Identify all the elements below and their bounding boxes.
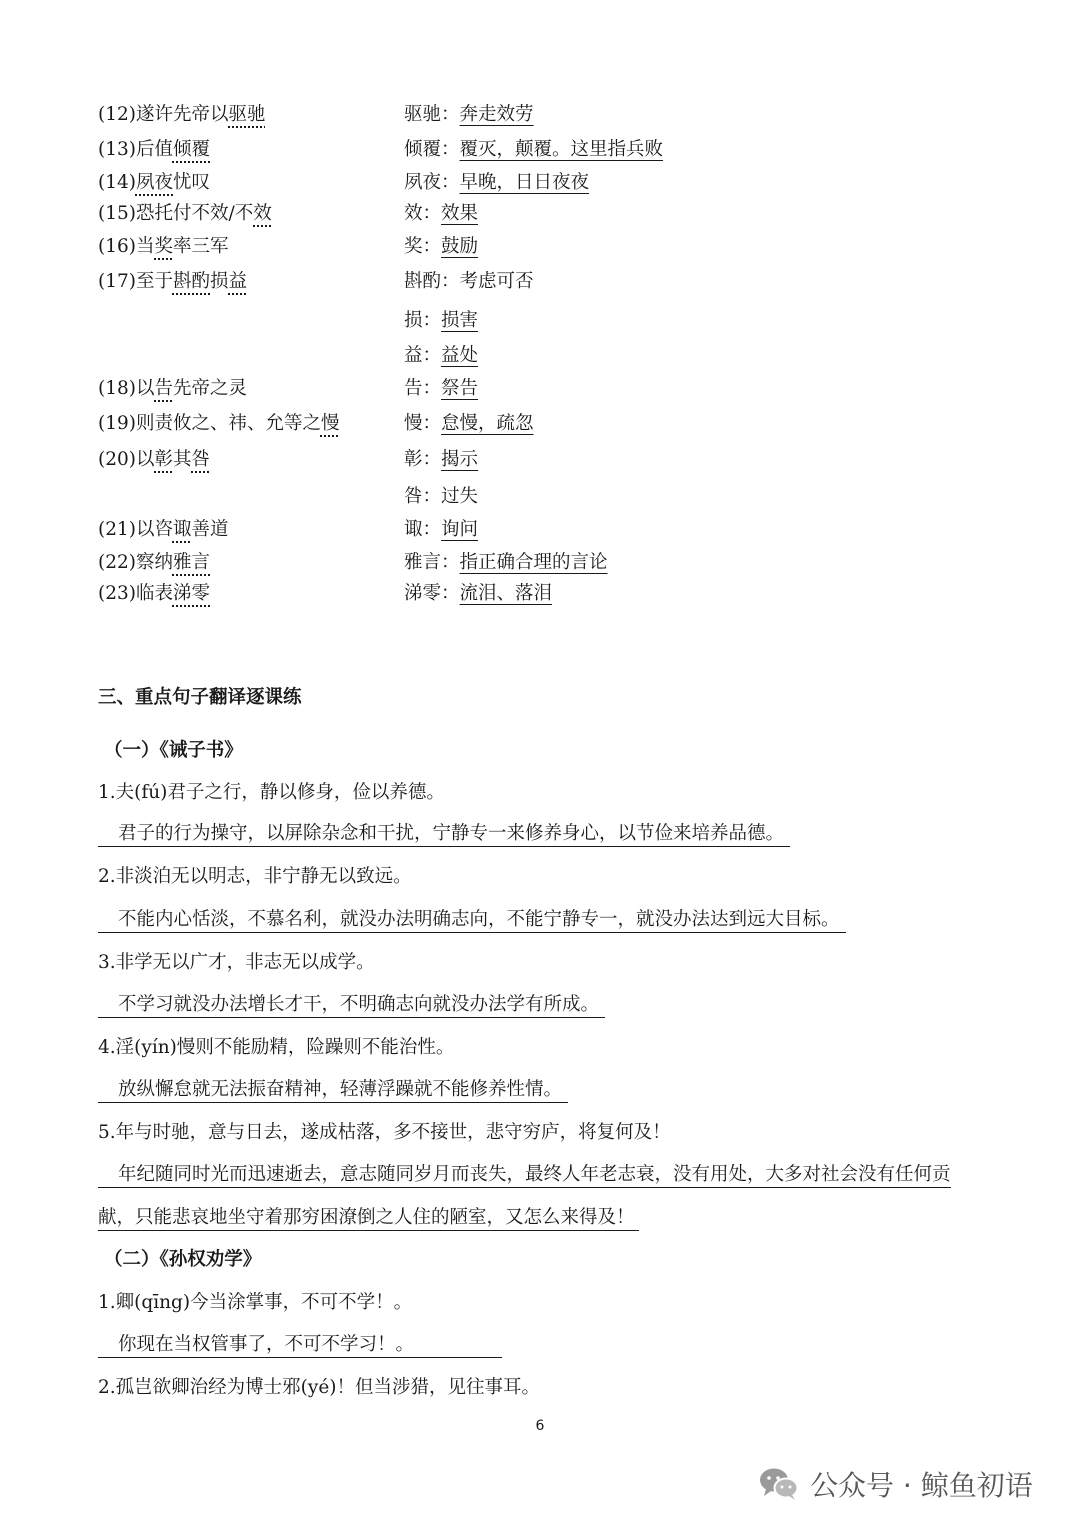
- section-title: 三、重点句子翻译逐课练: [98, 687, 302, 708]
- vocab-answer: 雅言：指正确合理的言论: [404, 552, 608, 573]
- vocab-question: (12)遂许先帝以驱驰: [98, 104, 266, 125]
- page-number: 6: [535, 1418, 545, 1434]
- sentence-question: 2.非淡泊无以明志，非宁静无以致远。: [98, 866, 412, 887]
- sentence-answer-continued: 献，只能悲哀地坐守着那穷困潦倒之人住的陋室，又怎么来得及！: [98, 1203, 639, 1231]
- vocab-question: (16)当奖率三军: [98, 236, 229, 257]
- vocab-answer: 彰：揭示: [404, 449, 479, 470]
- vocab-answer: 驱驰：奔走效劳: [404, 104, 534, 125]
- vocab-question: (22)察纳雅言: [98, 552, 210, 573]
- vocab-answer: 效：效果: [404, 203, 479, 224]
- sentence-question: 1.卿(qīng)今当涂掌事，不可不学！。: [98, 1292, 413, 1313]
- sentence-answer: 不学习就没办法增长才干，不明确志向就没办法学有所成。: [98, 990, 605, 1018]
- vocab-answer: 倾覆：覆灭，颠覆。这里指兵败: [404, 139, 664, 160]
- watermark: [758, 1462, 1033, 1506]
- sentence-answer: 你现在当权管事了，不可不学习！。: [98, 1330, 502, 1358]
- sentence-question: 3.非学无以广才，非志无以成学。: [98, 952, 375, 973]
- sentence-answer: 不能内心恬淡，不慕名利，就没办法明确志向，不能宁静专一，就没办法达到远大目标。: [98, 905, 846, 933]
- watermark-text: 公众号 · 鲸鱼初语: [810, 1469, 1033, 1502]
- vocab-question: (13)后值倾覆: [98, 139, 210, 160]
- subsection-title-1: （一）《诫子书》: [104, 740, 243, 761]
- vocab-answer: 损：损害: [404, 310, 479, 331]
- vocab-question: (14)夙夜忧叹: [98, 172, 211, 193]
- sentence-answer: 君子的行为操守，以屏除杂念和干扰，宁静专一来修养身心，以节俭来培养品德。: [98, 819, 790, 847]
- vocab-answer: 夙夜：早晚，日日夜夜: [404, 172, 590, 193]
- vocab-answer: 斟酌：考虑可否: [404, 271, 534, 292]
- vocab-question: (21)以咨诹善道: [98, 519, 229, 540]
- vocab-question: (19)则责攸之、祎、允等之慢: [98, 413, 340, 434]
- vocab-answer: 涕零：流泪、落泪: [404, 583, 553, 604]
- vocab-question: (15)恐托付不效/不效: [98, 203, 272, 224]
- vocab-answer: 咎：过失: [404, 486, 479, 507]
- vocab-answer: 奖：鼓励: [404, 236, 479, 257]
- sentence-answer: 放纵懈怠就无法振奋精神，轻薄浮躁就不能修养性情。: [98, 1075, 568, 1103]
- sentence-answer: 年纪随同时光而迅速逝去，意志随同岁月而丧失，最终人年老志衰，没有用处，大多对社会没有任何贡: [98, 1160, 951, 1188]
- vocab-answer: 告：祭告: [404, 378, 479, 399]
- vocab-answer: 慢：怠慢，疏忽: [404, 413, 534, 434]
- sentence-question: 2.孤岂欲卿治经为博士邪(yé)！但当涉猎，见往事耳。: [98, 1377, 540, 1398]
- wechat-icon: [758, 1466, 800, 1502]
- sentence-question: 1.夫(fú)君子之行，静以修身，俭以养德。: [98, 782, 445, 803]
- vocab-question: (23)临表涕零: [98, 583, 210, 604]
- sentence-question: 4.淫(yín)慢则不能励精，险躁则不能治性。: [98, 1037, 455, 1058]
- vocab-answer: 益：益处: [404, 345, 479, 366]
- sentence-question: 5.年与时驰，意与日去，遂成枯落，多不接世，悲守穷庐，将复何及！: [98, 1122, 671, 1143]
- vocab-question: (17)至于斟酌损益: [98, 271, 248, 292]
- vocab-question: (20)以彰其咎: [98, 449, 211, 470]
- vocab-question: (18)以告先帝之灵: [98, 378, 248, 399]
- subsection-title-2: （二）《孙权劝学》: [104, 1249, 262, 1270]
- vocab-answer: 诹：询问: [404, 519, 479, 540]
